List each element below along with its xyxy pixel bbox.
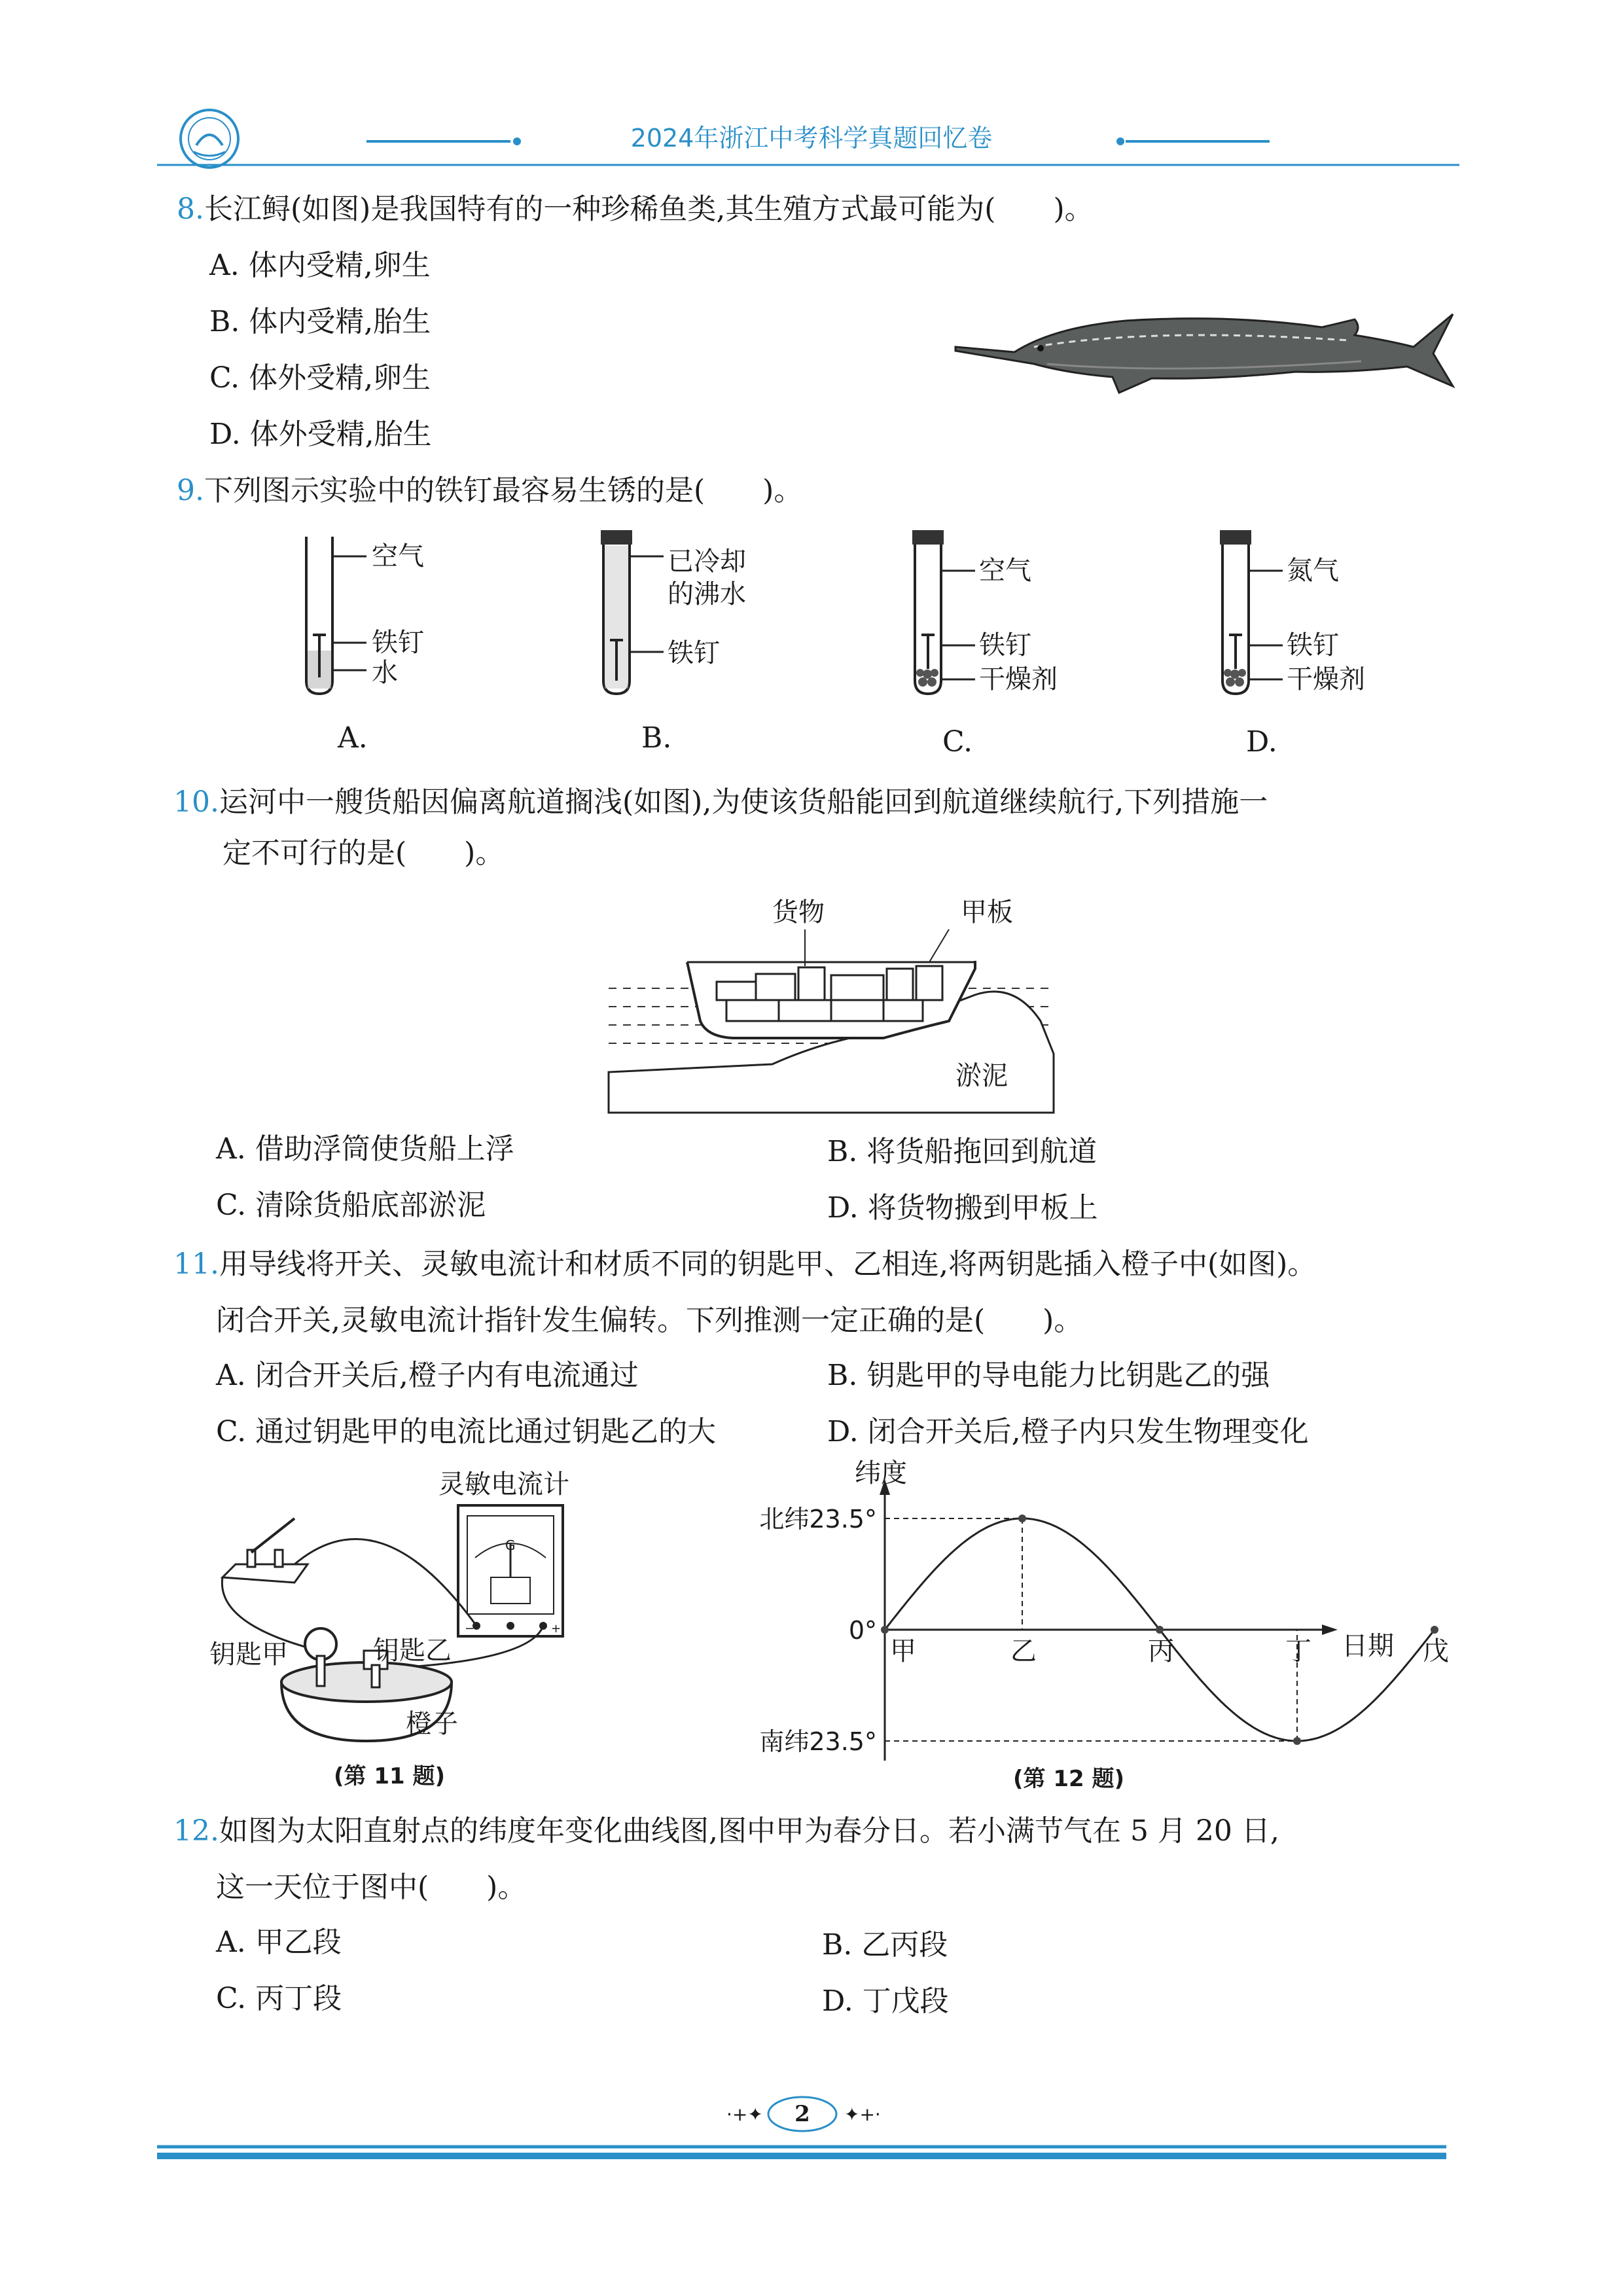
q10-option-a[interactable]: A. 借助浮筒使货船上浮 <box>216 1132 514 1166</box>
q10-option-d[interactable]: D. 将货物搬到甲板上 <box>827 1191 1098 1225</box>
orange-label: 橙子 <box>406 1709 458 1739</box>
svg-text:G: G <box>505 1537 516 1553</box>
data-point <box>1293 1737 1301 1745</box>
y-tick-label: 南纬23.5° <box>759 1727 877 1756</box>
q10-stem-line1 <box>173 784 1268 821</box>
q11-option-a[interactable]: A. 闭合开关后,橙子内有电流通过 <box>216 1359 639 1392</box>
q11-option-c[interactable]: C. 通过钥匙甲的电流比通过钥匙乙的大 <box>216 1415 717 1448</box>
x-tick-label: 乙 <box>1010 1636 1037 1666</box>
q12-number: 12. <box>173 1814 219 1848</box>
q11-option-d[interactable]: D. 闭合开关后,橙子内只发生物理变化 <box>827 1415 1309 1448</box>
data-point <box>1431 1626 1438 1634</box>
data-point <box>1156 1626 1164 1634</box>
svg-text:✦+·: ✦+· <box>844 2104 881 2125</box>
q11-stem-line2: 闭合开关,灵敏电流计指针发生偏转。下列推测一定正确的是( )。 <box>216 1304 1083 1337</box>
q12-stem-line1 <box>173 1813 1279 1850</box>
data-point <box>1018 1515 1026 1522</box>
ship-label-silt: 淤泥 <box>955 1061 1008 1091</box>
q9-number: 9. <box>177 474 204 507</box>
tube-c-label-nail: 铁钉 <box>979 630 1031 660</box>
x-axis-title: 日期 <box>1342 1631 1394 1661</box>
key-a-label: 钥匙甲 <box>209 1640 288 1670</box>
header-title: 2024年浙江中考科学真题回忆卷 <box>630 124 993 152</box>
tube-d-label-nitrogen: 氮气 <box>1287 556 1339 586</box>
q11-caption: (第 11 题) <box>334 1763 446 1789</box>
q12-stem-text-1: 如图为太阳直射点的纬度年变化曲线图,图中甲为春分日。若小满节气在 5 月 20 日, <box>219 1814 1279 1848</box>
ship-label-deck: 甲板 <box>961 897 1013 927</box>
x-tick-label: 丁 <box>1285 1636 1311 1666</box>
key-b-label: 钥匙乙 <box>373 1636 452 1666</box>
tube-a-label-nail: 铁钉 <box>372 628 424 658</box>
q11-option-b[interactable]: B. 钥匙甲的导电能力比钥匙乙的强 <box>827 1359 1270 1392</box>
q10-option-b[interactable]: B. 将货船拖回到航道 <box>827 1135 1097 1168</box>
tube-b-label-water-1: 已冷却 <box>668 547 746 577</box>
data-point <box>881 1626 889 1634</box>
option-a-letter[interactable]: A. <box>338 721 368 755</box>
q10-stem-text-1: 运河中一艘货船因偏离航道搁浅(如图),为使该货船能回到航道继续航行,下列措施一 <box>219 785 1268 819</box>
q10-stem-line2: 定不可行的是( )。 <box>223 836 505 870</box>
option-d-letter[interactable]: D. <box>1246 725 1277 759</box>
option-b-letter[interactable]: B. <box>641 721 672 755</box>
tube-b-label-water-2: 的沸水 <box>668 579 746 609</box>
sturgeon-illustration <box>955 301 1453 406</box>
q11-stem-line1 <box>173 1246 1316 1283</box>
svg-text:−: − <box>465 1622 475 1636</box>
q10-number: 10. <box>173 785 219 819</box>
tube-c-label-air: 空气 <box>979 556 1031 586</box>
x-tick-label: 丙 <box>1148 1636 1174 1666</box>
tube-a-label-water: 水 <box>372 658 398 688</box>
y-tick-label: 0° <box>848 1616 877 1645</box>
q8-stem <box>177 191 1094 228</box>
x-tick-label: 甲 <box>890 1636 916 1666</box>
svg-text:+: + <box>551 1622 562 1636</box>
tube-a-label-air: 空气 <box>372 541 424 571</box>
q11-stem-text-1: 用导线将开关、灵敏电流计和材质不同的钥匙甲、乙相连,将两钥匙插入橙子中(如图)。 <box>219 1247 1317 1281</box>
q8-option-b[interactable]: B. 体内受精,胎生 <box>209 305 431 338</box>
tube-c-label-desiccant: 干燥剂 <box>979 664 1058 694</box>
x-tick-label: 戊 <box>1423 1636 1449 1666</box>
q9-stem <box>177 473 802 509</box>
q8-option-d[interactable]: D. 体外受精,胎生 <box>209 418 432 451</box>
option-c-letter[interactable]: C. <box>942 725 973 759</box>
galvanometer-label: 灵敏电流计 <box>438 1469 569 1499</box>
ship-label-cargo: 货物 <box>772 897 825 927</box>
q8-option-c[interactable]: C. 体外受精,卵生 <box>209 361 431 395</box>
q12-option-c[interactable]: C. 丙丁段 <box>216 1982 342 2015</box>
q11-number: 11. <box>173 1247 219 1281</box>
q12-option-b[interactable]: B. 乙丙段 <box>822 1928 948 1962</box>
q8-option-a[interactable]: A. 体内受精,卵生 <box>209 249 431 282</box>
tube-d-label-desiccant: 干燥剂 <box>1287 664 1365 694</box>
q12-caption: (第 12 题) <box>1013 1766 1125 1792</box>
svg-text:·+✦: ·+✦ <box>726 2104 763 2125</box>
q12-option-a[interactable]: A. 甲乙段 <box>216 1926 342 1959</box>
tube-d-label-nail: 铁钉 <box>1287 630 1339 660</box>
page-number: 2 <box>794 2101 810 2127</box>
tube-b-label-nail: 铁钉 <box>668 638 720 668</box>
q9-stem-text: 下列图示实验中的铁钉最容易生锈的是( )。 <box>204 474 803 507</box>
q8-stem-text: 长江鲟(如图)是我国特有的一种珍稀鱼类,其生殖方式最可能为( )。 <box>204 192 1094 226</box>
q10-option-c[interactable]: C. 清除货船底部淤泥 <box>216 1189 486 1222</box>
solar-latitude-chart <box>720 1458 1449 1767</box>
y-axis-title: 纬度 <box>855 1458 907 1488</box>
q12-option-d[interactable]: D. 丁戊段 <box>822 1984 949 2018</box>
q8-number: 8. <box>177 192 204 226</box>
q12-stem-line2: 这一天位于图中( )。 <box>216 1871 527 1904</box>
x-axis-arrow-icon <box>1322 1624 1338 1635</box>
y-tick-label: 北纬23.5° <box>759 1505 877 1534</box>
